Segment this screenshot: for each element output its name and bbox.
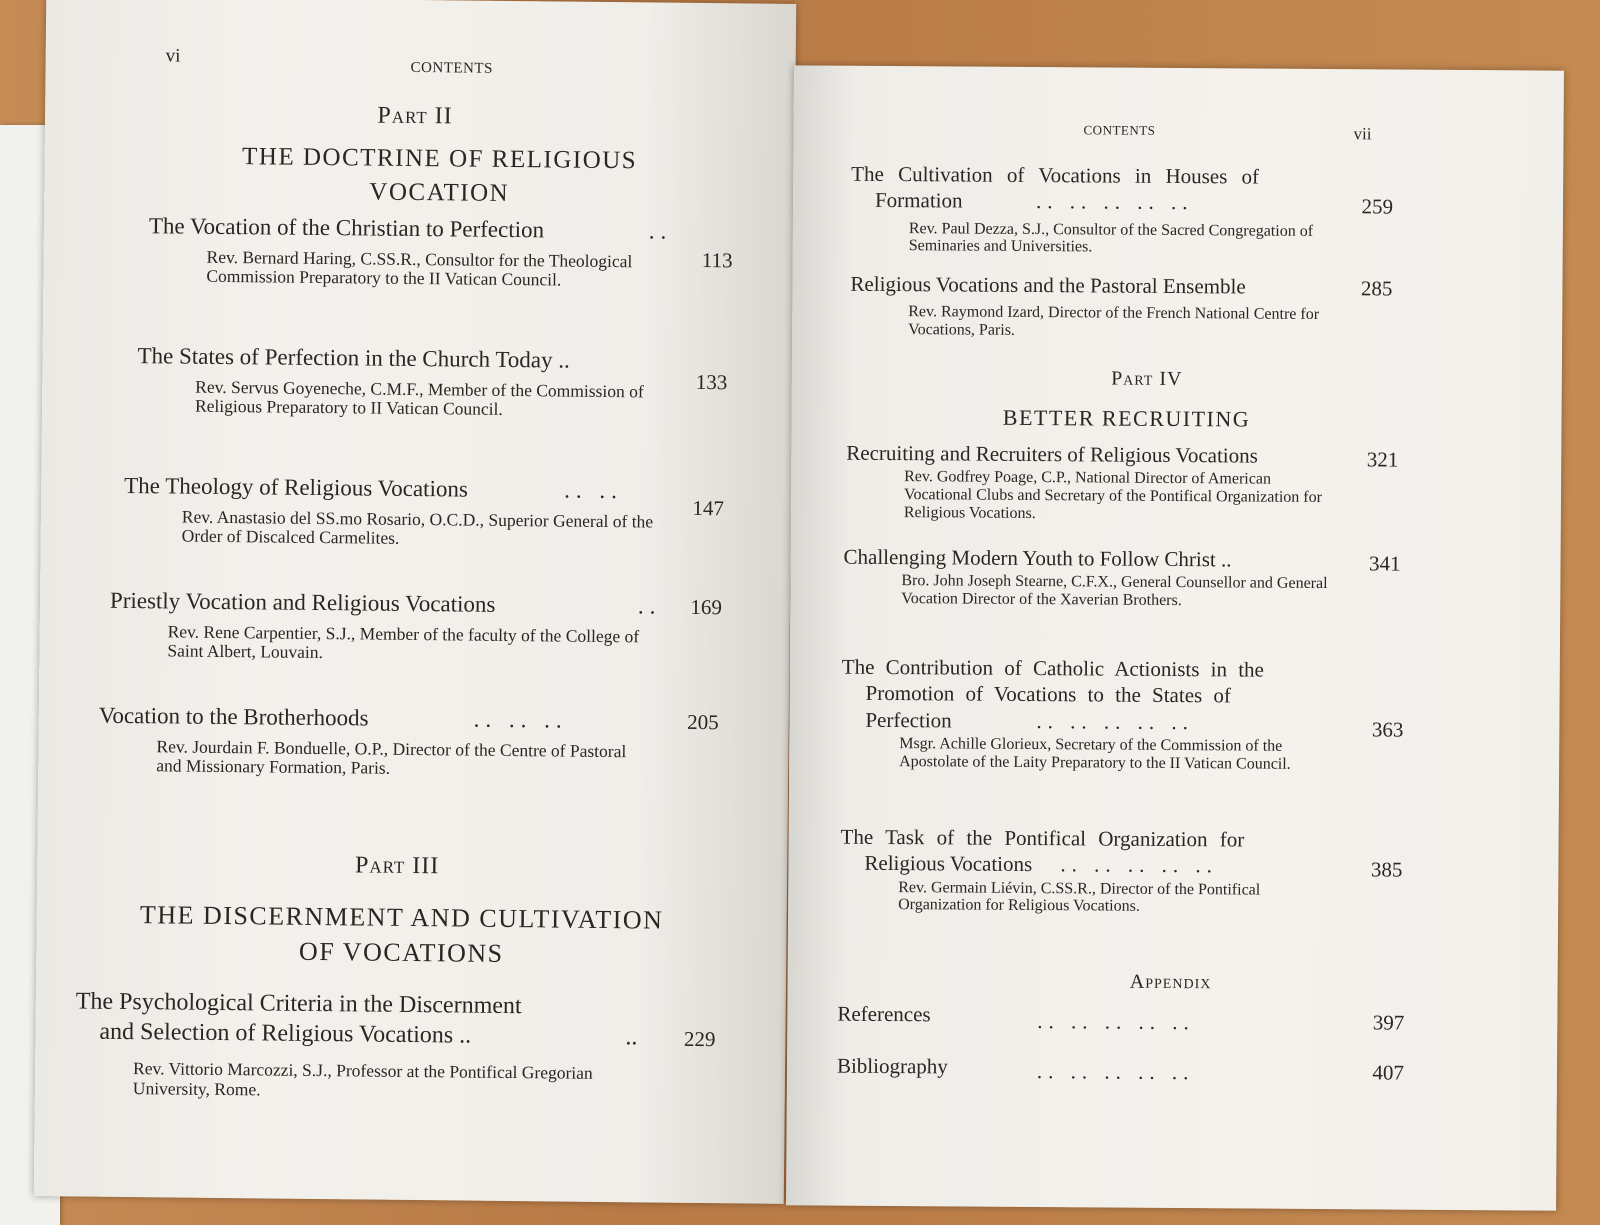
- entry-title: The Psychological Criteria in the Discernment and Selection of Religious Vocations .. ..: [75, 988, 638, 1051]
- entry-page-number: 407: [1372, 1060, 1405, 1085]
- part3-title: [91, 897, 712, 974]
- part4-title: BETTER RECRUITING: [1002, 404, 1251, 432]
- toc-entry: [850, 271, 1393, 343]
- left-running-head: CONTENTS: [410, 59, 493, 77]
- toc-entry: [98, 702, 719, 782]
- entry-page-number: 285: [1360, 276, 1393, 301]
- part3-label: Part III: [354, 852, 440, 880]
- entry-author: Bro. John Joseph Stearne, C.F.X., General Counsellor and General Vocation Director of the Xaverian Brothers.: [901, 572, 1328, 610]
- entry-title: The States of Perfection in the Church Today ..: [137, 343, 570, 373]
- part2-title-line1: THE DOCTRINE OF RELIGIOUS: [241, 143, 638, 175]
- entry-page-number: 169: [690, 594, 723, 620]
- entry-author: Rev. Rene Carpentier, S.J., Member of the faculty of the College of Saint Albert, Louvain.: [167, 621, 640, 663]
- part3-title-line1: THE DISCERNMENT AND CULTIVATION: [139, 900, 664, 935]
- part3-title-line2: OF VOCATIONS: [298, 936, 504, 969]
- entry-author: Rev. Servus Goyeneche, C.M.F., Member of the Commission of Religious Preparatory to II Vatican Council.: [194, 376, 644, 420]
- left-page: [34, 0, 797, 1204]
- entry-page-number: 113: [701, 247, 733, 273]
- entry-title: Vocation to the Brotherhoods .. .. ..: [98, 702, 568, 733]
- toc-entry: [846, 440, 1399, 526]
- entry-title: Bibliography .. .. .. .. ..: [836, 1053, 1195, 1085]
- entry-title: References .. .. .. .. ..: [837, 1001, 1195, 1035]
- entry-page-number: 321: [1366, 447, 1399, 472]
- appendix-label: Appendix: [1129, 970, 1212, 994]
- entry-author: Rev. Raymond Izard, Director of the French National Centre for Vocations, Paris.: [908, 303, 1320, 340]
- part2-title-line2: VOCATION: [369, 178, 510, 207]
- entry-page-number: 341: [1368, 551, 1401, 576]
- toc-entry: [836, 1053, 1405, 1085]
- part2-title: [214, 140, 665, 212]
- entry-title: The Cultivation of Vocations in Houses of Formation .. .. .. .. ..: [851, 161, 1260, 215]
- entry-page-number: 147: [692, 495, 725, 521]
- entry-page-number: 229: [683, 1026, 716, 1052]
- entry-author: Rev. Anastasio del SS.mo Rosario, O.C.D., Superior General of the Order of Discalced Carmelites.: [181, 506, 654, 549]
- toc-entry: [109, 587, 722, 667]
- toc-entry: [837, 1001, 1405, 1035]
- entry-author: Rev. Germain Liévin, C.SS.R., Director of the Pontifical Organization for Religious Vocations.: [898, 878, 1261, 916]
- entry-page-number: 397: [1372, 1010, 1405, 1035]
- toc-entry: [75, 986, 716, 1104]
- right-running-head: CONTENTS: [1083, 122, 1156, 138]
- toc-entry: [841, 654, 1404, 774]
- right-page: [786, 65, 1564, 1210]
- entry-page-number: 205: [687, 709, 719, 735]
- left-page-number: vi: [165, 45, 181, 67]
- part4-label: Part IV: [1111, 367, 1183, 391]
- entry-author: Rev. Vittorio Marcozzi, S.J., Professor at the Pontifical Gregorian University, Rome.: [132, 1058, 593, 1100]
- entry-title: The Vocation of the Christian to Perfection ..: [148, 213, 673, 244]
- entry-title: The Contribution of Catholic Actionists in the Promotion of Vocations to the States of Perfection .. .. .. .. ..: [841, 654, 1265, 734]
- entry-title: Challenging Modern Youth to Follow Christ ..: [843, 544, 1232, 572]
- right-page-number: vii: [1353, 124, 1372, 144]
- entry-author: Rev. Paul Dezza, S.J., Consultor of the Sacred Congregation of Seminaries and Universities.: [908, 219, 1314, 256]
- entry-page-number: 385: [1370, 857, 1403, 882]
- entry-author: Rev. Jourdain F. Bonduelle, O.P., Director of the Centre of Pastoral and Missionary Formation, Paris.: [156, 736, 627, 779]
- part2-label: Part II: [377, 102, 453, 130]
- entry-title: Religious Vocations and the Pastoral Ensemble: [850, 271, 1246, 299]
- entry-title: Recruiting and Recruiters of Religious Vocations: [846, 440, 1258, 468]
- entry-author: Msgr. Achille Glorieux, Secretary of the Commission of the Apostolate of the Laity Preparatory to the II Vatican Council.: [899, 734, 1291, 773]
- toc-entry: [148, 212, 733, 292]
- entry-author: Rev. Godfrey Poage, C.P., National Director of American Vocational Clubs and Secretary of the Pontifical Organization for Religious Vocations.: [903, 468, 1323, 523]
- toc-entry: [137, 342, 728, 422]
- entry-title: The Task of the Pontifical Organization for Religious Vocations .. .. .. .. ..: [840, 824, 1245, 878]
- toc-entry: [840, 824, 1403, 918]
- toc-entry: [851, 161, 1394, 259]
- entry-page-number: 133: [695, 369, 728, 395]
- toc-entry: [843, 544, 1401, 612]
- entry-title: Priestly Vocation and Religious Vocations ..: [109, 587, 662, 619]
- entry-page-number: 259: [1361, 194, 1394, 219]
- entry-title: The Theology of Religious Vocations .. ..: [124, 472, 624, 504]
- entry-author: Rev. Bernard Haring, C.SS.R., Consultor for the Theological Commission Preparatory to the II Vatican Council.: [206, 246, 633, 290]
- toc-entry: [124, 472, 725, 552]
- entry-page-number: 363: [1371, 717, 1404, 742]
